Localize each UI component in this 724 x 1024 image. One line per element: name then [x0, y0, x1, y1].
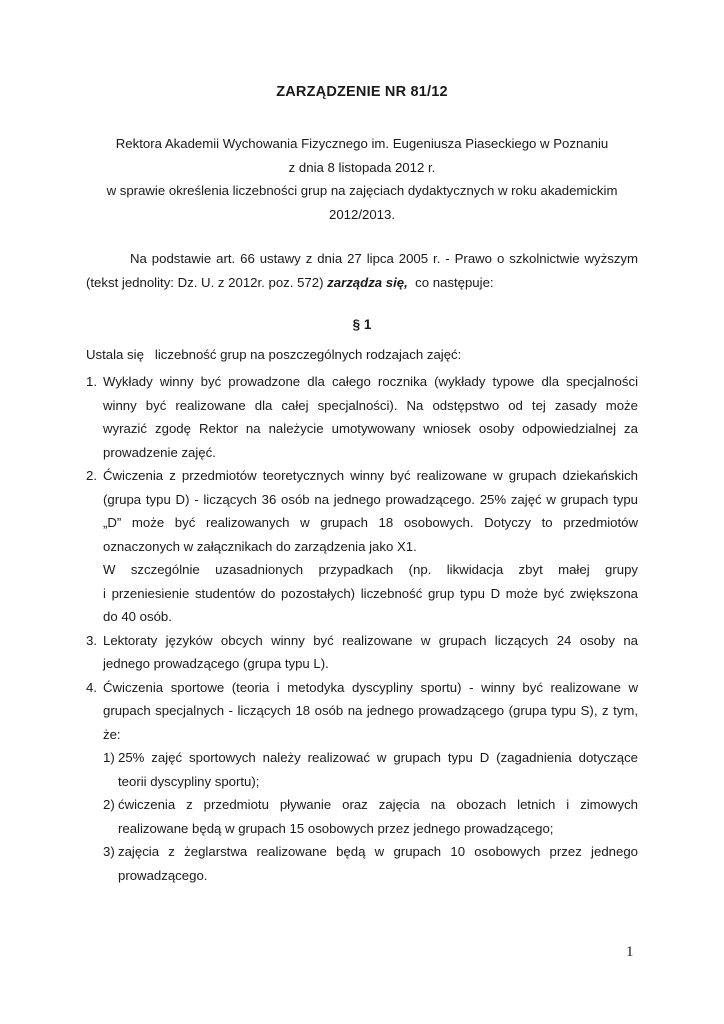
intro-text: Na podstawie art. 66 ustawy z dnia 27 lipca 2005 r. - Prawo o szkolnictwie wyższym: [130, 251, 638, 266]
intro-text: co następuje:: [407, 274, 494, 290]
intro-line-1: [86, 247, 638, 271]
sub-list-number: 3): [103, 844, 115, 859]
sub-list-line: ćwiczenia z przedmiotu pływanie oraz zajęcia na obozach letnich i zimowych: [118, 797, 638, 812]
sub-list-number: 2): [103, 797, 115, 812]
list-item: [86, 464, 638, 629]
sub-list-line: realizowane będą w grupach 15 osobowych przez jednego prowadzącego;: [118, 820, 554, 836]
list-line: W szczególnie uzasadnionych przypadkach (np. likwidacja zbyt małej grupy: [103, 562, 638, 577]
sub-list-item: [86, 746, 638, 793]
sub-list-line: 25% zajęć sportowych należy realizować w grupach typu D (zagadnienia dotyczące: [118, 750, 638, 765]
list-line: Ćwiczenia sportowe (teoria i metodyka dyscypliny sportu) - winny być realizowane w: [103, 679, 638, 695]
list-line: „D” może być realizowanych w grupach 18 osobowych. Dotyczy to przedmiotów: [103, 515, 638, 530]
list-line: (grupa typu D) - liczących 36 osób na jednego prowadzącego. 25% zajęć w grupach typu: [103, 491, 638, 507]
list-line: wyrazić zgodę Rektor na należycie umotywowany wniosek osoby odpowiedzialnej za: [103, 421, 638, 436]
document-header: [60, 132, 664, 226]
sub-list-line: teorii dyscypliny sportu);: [118, 773, 260, 789]
header-line: Rektora Akademii Wychowania Fizycznego im. Eugeniusza Piaseckiego w Poznaniu: [115, 136, 609, 151]
intro-emphasis: zarządza się,: [327, 274, 408, 290]
intro-line-2: [86, 271, 638, 295]
list-line: winny być realizowane dla całej specjalności). Na odstępstwo od tej zasady może: [103, 397, 638, 413]
header-line: 2012/2013.: [328, 206, 395, 222]
sub-list-item: [86, 793, 638, 840]
numbered-list: [86, 370, 638, 887]
list-number: 1.: [86, 374, 97, 389]
list-line: Wykłady winny być prowadzone dla całego rocznika (wykłady typowe dla specjalności: [103, 374, 638, 389]
lead-sentence: Ustala się liczebność grup na poszczególnych rodzajach zajęć:: [86, 347, 462, 362]
list-line: jednego prowadzącego (grupa typu L).: [103, 656, 329, 671]
section-mark: § 1: [352, 317, 372, 332]
list-line: oznaczonych w załącznikach do zarządzenia jako X1.: [103, 538, 417, 554]
sub-list-number: 1): [103, 750, 115, 765]
list-line: prowadzenie zajęć.: [103, 444, 216, 460]
list-item: [86, 676, 638, 747]
list-number: 4.: [86, 679, 97, 695]
intro-paragraph: [86, 247, 638, 294]
list-item: [86, 370, 638, 464]
list-line: grupach specjalnych - liczących 18 osób na jednego prowadzącego (grupa typu S), z tym,: [103, 703, 638, 718]
list-line: i przeniesienie studentów do pozostałych) liczebność grup typu D może być zwiększona: [103, 585, 638, 601]
intro-text: (tekst jednolity: Dz. U. z 2012r. poz. 572): [86, 274, 328, 290]
list-line: że:: [103, 726, 121, 742]
list-line: Ćwiczenia z przedmiotów teoretycznych winny być realizowane w grupach dziekańskich: [103, 468, 638, 483]
document-title: ZARZĄDZENIE NR 81/12: [276, 84, 448, 100]
sub-list-line: prowadzącego.: [118, 867, 208, 883]
page-number: 1: [626, 944, 634, 960]
list-line: Lektoraty języków obcych winny być realizowane w grupach liczących 24 osoby na: [103, 632, 638, 648]
list-item: [86, 629, 638, 676]
sub-list-item: [86, 840, 638, 887]
header-line: z dnia 8 listopada 2012 r.: [288, 159, 436, 175]
list-line: do 40 osób.: [103, 609, 172, 624]
sub-list-line: zajęcia z żeglarstwa realizowane będą w grupach 10 osobowych przez jednego: [118, 844, 638, 859]
list-number: 3.: [86, 632, 97, 648]
header-line: w sprawie określenia liczebności grup na zajęciach dydaktycznych w roku akademickim: [106, 183, 618, 198]
list-number: 2.: [86, 468, 97, 483]
